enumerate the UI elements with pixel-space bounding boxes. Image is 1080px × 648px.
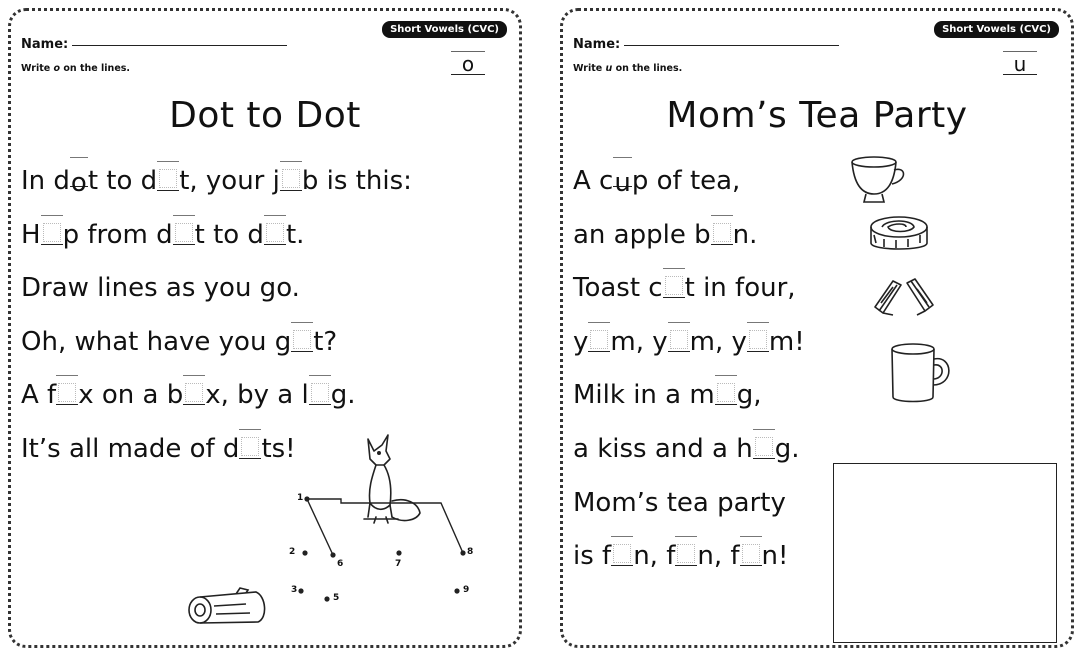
poem-line (21, 215, 412, 269)
poem-text: an apple b (573, 219, 711, 250)
dot-label: 9 (463, 585, 470, 595)
vowel-blank[interactable] (291, 328, 313, 352)
vowel-blank[interactable] (183, 381, 205, 405)
name-label: Name: (573, 37, 621, 52)
poem-text: t in four, (684, 273, 796, 304)
vowel-blank[interactable] (711, 221, 733, 245)
vowel-blank[interactable] (264, 221, 286, 245)
poem-text: m! (768, 326, 805, 357)
vowel-key-box: o (451, 51, 485, 75)
poem-text: t to d (194, 219, 264, 250)
poem-line (573, 375, 805, 429)
poem-text: y (573, 326, 589, 357)
worksheet-tea-party (560, 8, 1074, 648)
vowel-blank[interactable] (668, 328, 690, 352)
poem-text: g, (736, 380, 762, 411)
mug-icon (889, 341, 957, 407)
vowel-blank[interactable] (173, 221, 195, 245)
poem-text: t? (313, 326, 338, 357)
vowel-blank[interactable]: o (70, 163, 88, 187)
name-write-line[interactable] (72, 45, 287, 46)
dot-label: 2 (289, 547, 296, 557)
poem-text: H (21, 219, 41, 250)
poem-line (21, 161, 412, 215)
toast-icon (871, 273, 937, 319)
poem-text: m, y (689, 326, 747, 357)
instruction (573, 63, 682, 74)
page-title: Dot to Dot (169, 95, 361, 136)
vowel-blank[interactable]: u (613, 163, 631, 187)
poem-text: x, by a l (205, 380, 309, 411)
dot-label: 8 (467, 547, 474, 557)
vowel-blank[interactable] (157, 167, 179, 191)
poem-line (573, 429, 805, 483)
vowel-blank[interactable] (663, 274, 685, 298)
poem-text: m, y (610, 326, 668, 357)
dot-label: 6 (337, 559, 344, 569)
poem-text: Oh, what have you g (21, 326, 292, 357)
poem-text: n! (761, 541, 789, 572)
poem-text: a kiss and a h (573, 433, 753, 464)
poem-line (573, 268, 805, 322)
poem-line (573, 536, 805, 590)
instruction-post: on the lines. (612, 63, 683, 74)
poem-line (573, 161, 805, 215)
vowel-blank[interactable] (239, 435, 261, 459)
poem-text: Mom’s tea party (573, 487, 786, 518)
worksheet-dot-to-dot (8, 8, 522, 648)
poem-text: It’s all made of d (21, 433, 240, 464)
vowel-blank[interactable] (280, 167, 302, 191)
bun-icon (868, 213, 930, 259)
poem-text: ts! (261, 433, 296, 464)
poem-text: p from d (62, 219, 173, 250)
vowel-blank[interactable] (588, 328, 610, 352)
poem-line (573, 483, 805, 537)
teacup-icon (848, 154, 912, 208)
poem-text: A f (21, 380, 57, 411)
name-write-line[interactable] (624, 45, 839, 46)
vowel-blank[interactable] (747, 328, 769, 352)
dot-label: 7 (395, 559, 402, 569)
log-icon (186, 586, 268, 626)
instruction-letter: o (53, 63, 61, 74)
poem-text: is f (573, 541, 612, 572)
vowel-blank[interactable] (56, 381, 78, 405)
instruction-pre: Write (21, 63, 54, 74)
vowel-key-box: u (1003, 51, 1037, 75)
poem-text: Milk in a m (573, 380, 715, 411)
instruction-pre: Write (573, 63, 606, 74)
poem-text: b is this: (301, 166, 412, 196)
name-field[interactable] (573, 37, 839, 52)
page-title: Mom’s Tea Party (666, 95, 968, 136)
poem-line (21, 268, 412, 322)
dot-to-dot-puzzle[interactable] (281, 431, 511, 631)
drawing-box[interactable] (833, 463, 1057, 643)
vowel-blank[interactable] (611, 542, 633, 566)
poem-text: p of tea, (631, 166, 741, 196)
vowel-blank[interactable] (753, 435, 775, 459)
poem-line (21, 375, 412, 429)
dot-label: 5 (333, 593, 340, 603)
vowel-blank[interactable] (740, 542, 762, 566)
short-vowels-badge: Short Vowels (CVC) (382, 21, 507, 38)
name-field[interactable] (21, 37, 287, 52)
poem-text: A c (573, 166, 614, 196)
poem-text: g. (330, 380, 356, 411)
vowel-blank[interactable] (41, 221, 63, 245)
short-vowels-badge: Short Vowels (CVC) (934, 21, 1059, 38)
poem-line (573, 215, 805, 269)
dot-label: 1 (297, 493, 304, 503)
poem-line (573, 322, 805, 376)
instruction-post: on the lines. (60, 63, 131, 74)
poem-text: t, your j (179, 166, 280, 196)
poem-text: In d (21, 166, 70, 196)
poem-text: Toast c (573, 273, 663, 304)
vowel-blank[interactable] (715, 381, 737, 405)
instruction (21, 63, 130, 74)
poem-line (21, 322, 412, 376)
poem-text: n, f (697, 541, 740, 572)
poem-text: t. (285, 219, 305, 250)
poem-text: t to d (87, 166, 158, 196)
poem-text: g. (774, 433, 800, 464)
poem-text: x on a b (78, 380, 184, 411)
vowel-blank[interactable] (675, 542, 697, 566)
poem (573, 161, 805, 590)
instruction-letter: u (605, 63, 613, 74)
dot-label: 3 (291, 585, 298, 595)
poem-text: n. (732, 219, 758, 250)
poem-text: n, f (633, 541, 676, 572)
vowel-blank[interactable] (309, 381, 331, 405)
poem-text: Draw lines as you go. (21, 273, 300, 304)
name-label: Name: (21, 37, 69, 52)
